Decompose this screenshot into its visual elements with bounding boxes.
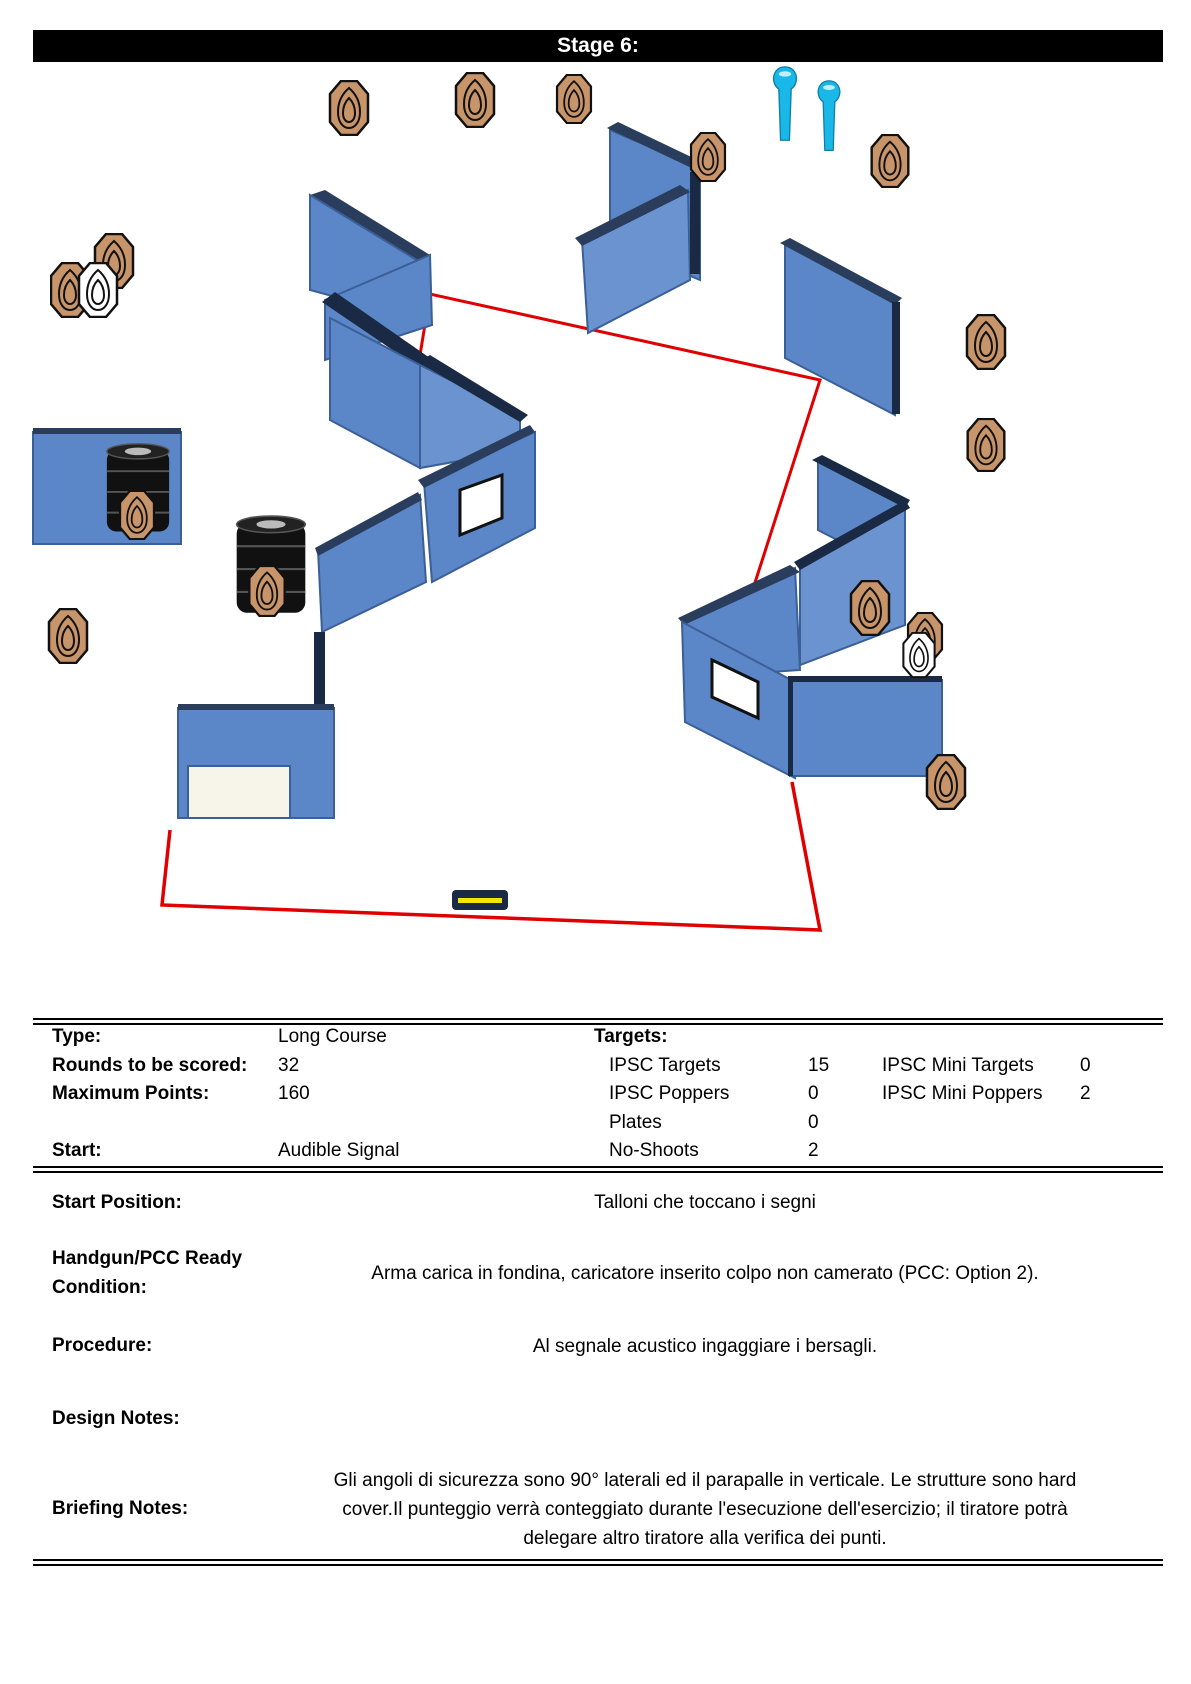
plates-value: 0 [808, 1112, 819, 1133]
stage-diagram [0, 62, 1191, 942]
rounds-label: Rounds to be scored: [52, 1055, 248, 1076]
mini-targets-value: 0 [1080, 1055, 1091, 1076]
ipsc-poppers-label: IPSC Poppers [609, 1083, 730, 1104]
type-label: Type: [52, 1026, 102, 1047]
procedure-label: Procedure: [52, 1335, 153, 1356]
mini-targets-label: IPSC Mini Targets [882, 1055, 1034, 1076]
targets-heading: Targets: [594, 1026, 668, 1047]
max-points-label: Maximum Points: [52, 1083, 210, 1104]
start-label: Start: [52, 1140, 102, 1161]
start-position-value: Talloni che toccano i segni [594, 1192, 816, 1213]
mini-poppers-value: 2 [1080, 1083, 1091, 1104]
no-shoots-label: No-Shoots [609, 1140, 699, 1161]
wall-group-right [678, 455, 942, 778]
ipsc-poppers-value: 0 [808, 1083, 819, 1104]
wall-group-center [575, 122, 902, 415]
rule-top [33, 1018, 1163, 1025]
briefing-notes-line-2: cover.Il punteggio verrà conteggiato durante l'esecuzione dell'esercizio; il tiratore potrà [342, 1499, 1068, 1520]
ipsc-targets-value: 15 [808, 1055, 830, 1076]
rounds-value: 32 [278, 1055, 300, 1076]
max-points-value: 160 [278, 1083, 310, 1104]
type-value: Long Course [278, 1026, 387, 1047]
briefing-notes-line-3: delegare altro tiratore alla verifica dei punti. [523, 1528, 887, 1549]
rule-middle [33, 1166, 1163, 1173]
mini-poppers [774, 67, 840, 150]
rule-bottom [33, 1559, 1163, 1566]
briefing-notes-label: Briefing Notes: [52, 1498, 189, 1519]
stage-title: Stage 6: [33, 30, 1163, 62]
procedure-value: Al segnale acustico ingaggiare i bersagli. [532, 1336, 878, 1357]
start-position-label: Start Position: [52, 1192, 182, 1213]
ipsc-targets-label: IPSC Targets [609, 1055, 721, 1076]
start-position-marker [452, 890, 508, 910]
design-notes-label: Design Notes: [52, 1408, 180, 1429]
briefing-notes-line-1: Gli angoli di sicurezza sono 90° laterali ed il parapalle in verticale. Le strutture sono hard [333, 1470, 1077, 1491]
start-value: Audible Signal [278, 1140, 400, 1161]
ready-condition-value: Arma carica in fondina, caricatore inserito colpo non camerato (PCC: Option 2). [371, 1263, 1039, 1284]
ready-condition-label-line2: Condition: [52, 1277, 147, 1298]
wall-group-left [178, 190, 535, 818]
no-shoots-value: 2 [808, 1140, 819, 1161]
plates-label: Plates [609, 1112, 662, 1133]
mini-poppers-label: IPSC Mini Poppers [882, 1083, 1043, 1104]
ready-condition-label-line1: Handgun/PCC Ready [52, 1248, 243, 1269]
